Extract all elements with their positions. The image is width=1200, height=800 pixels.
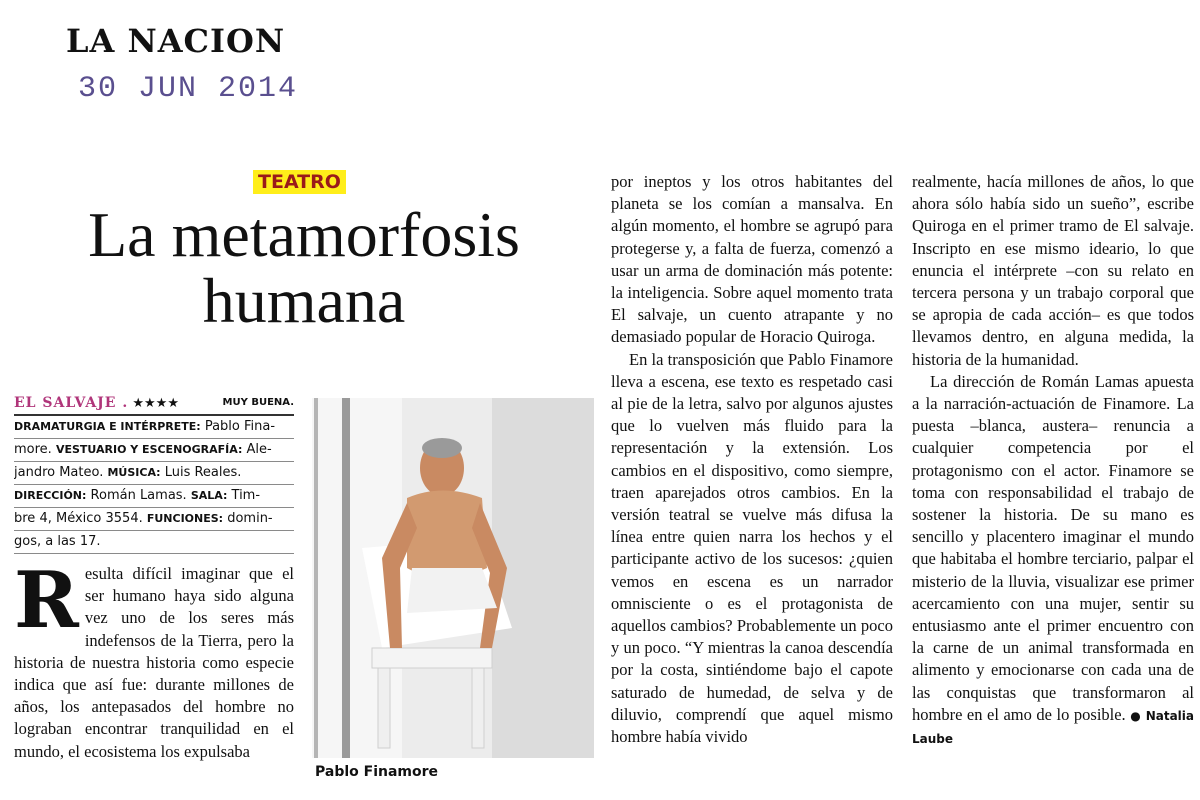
article-photo xyxy=(312,398,594,758)
body-paragraph: por ineptos y los otros habitantes del planeta se los comían a mansalva. En algún momento, el hombre se agrupó para protegerse y, a falta de fuerza, comenzó a usar un arma de dominación más potente: la inteligencia. Sobre aquel momento trata El salvaje, un cuento atrapante y no demasiado popular de Horacio Quiroga. xyxy=(611,172,893,347)
rating-label: MUY BUENA. xyxy=(222,397,294,408)
article-column-3 xyxy=(611,171,893,748)
body-paragraph: realmente, hacía millones de años, lo que ahora sólo había sido un sueño”, escribe Quiroga en el primer tramo de El salvaje. Inscripto en ese mismo ideario, lo que enuncia el intérprete –con su relato en tercera persona y un trabajo corporal que se apropia de cada acción– es que todos llevamos dentro, en alguna medida, la historia de la humanidad. xyxy=(912,172,1194,369)
body-paragraph: esulta difícil imaginar que el ser humano haya sido alguna vez uno de los seres más indefensos de la Tierra, pero la historia de nuestra historia como especie indica que así fue: durante millones de años, los antepasados del hombre no lograban encontrar tranquilidad en el mundo, el ecosistema los expulsaba xyxy=(14,564,294,761)
photo-caption: Pablo Finamore xyxy=(315,764,439,780)
headline-line-1: La metamorfosis xyxy=(88,199,520,270)
info-row: DRAMATURGIA E INTÉRPRETE: Pablo Fina- xyxy=(14,416,294,439)
info-row: bre 4, México 3554. FUNCIONES: domin- xyxy=(14,508,294,531)
info-row: more. VESTUARIO Y ESCENOGRAFÍA: Ale- xyxy=(14,439,294,462)
drop-cap: R xyxy=(14,555,79,646)
masthead: LA NACION xyxy=(66,22,286,60)
body-paragraph: En la transposición que Pablo Finamore lleva a escena, ese texto es respetado casi al pie de la letra, salvo por algunos ajustes que lo vuelven más fluido para la representación y la extensión. Los cambios en el dispositivo, como siempre, traen aparejados otros cambios. En la versión teatral se vuelve más difusa la línea entre quien narra los hechos y el participante activo de los sucesos: ¿quien vemos en escena es un narrador omnisciente o es el protagonista de aquellos cambios? Probablemente un poco y un poco. “Y mientras la canoa descendía por la costa, sintiéndome bajo el capote saturado de humedad, de selva y de diluvio, comprendí que aquel mismo hombre había vivido xyxy=(611,349,893,747)
review-info-box xyxy=(14,392,294,554)
play-title: EL SALVAJE . xyxy=(14,395,129,411)
body-paragraph: La dirección de Román Lamas apuesta a la narración-actuación de Finamore. La puesta –blanca, austera– renuncia a cualquier competencia por el protagonismo con el actor. Finamore se toma con responsabilidad el trabajo de sostener la historia. De su mano es sencillo y placentero imaginar el mundo que habitaba el hombre terciario, palpar el misterio de la lluvia, visualizar ese primer acercamiento con una mujer, sentir su entusiasmo ante el primer encuentro con la carne de un animal transformada en alimento y emocionarse con cada una de las conquistas que transformaron al hombre en el amo de lo posible. ● Natalia Laube xyxy=(912,371,1194,747)
date-stamp: 30 JUN 2014 xyxy=(78,72,299,106)
section-tag: TEATRO xyxy=(253,170,346,194)
headline xyxy=(70,199,538,336)
author-byline: ● Natalia Laube xyxy=(912,708,1194,747)
info-row: gos, a las 17. xyxy=(14,531,294,554)
article-column-1 xyxy=(14,555,294,763)
info-row: DIRECCIÓN: Román Lamas. SALA: Tim- xyxy=(14,485,294,508)
article-column-4 xyxy=(912,171,1194,750)
info-title-row xyxy=(14,392,294,416)
headline-line-2: humana xyxy=(202,265,406,336)
actor-photo-illustration xyxy=(312,398,594,758)
rating-stars: ★★★★ xyxy=(132,396,179,411)
info-row: jandro Mateo. MÚSICA: Luis Reales. xyxy=(14,462,294,485)
